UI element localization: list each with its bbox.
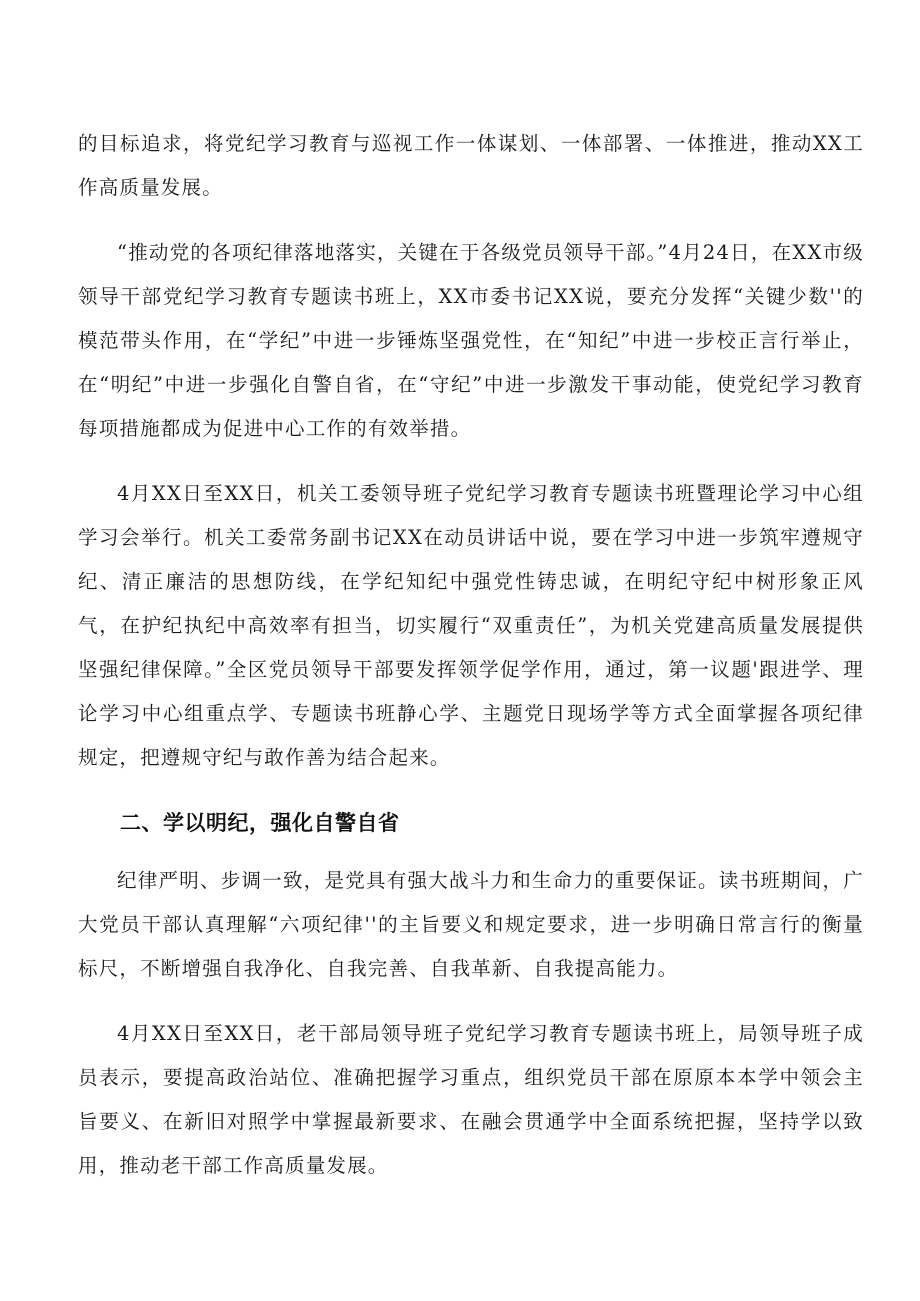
paragraph-continued: 的目标追求，将党纪学习教育与巡视工作一体谋划、一体部署、一体推进，推动XX工作高质量发展。	[78, 132, 864, 199]
paragraph-veteran-bureau: 4月XX日至XX日，老干部局领导班子党纪学习教育专题读书班上，局领导班子成员表示，要提高政治站位、准确把握学习重点，组织党员干部在原原本本学中领会主旨要义、在新旧对照学中掌握最新要求、在融会贯通学中全面系统把握，坚持学以致用，推动老干部工作高质量发展。	[78, 1022, 864, 1177]
paragraph-work-committee: 4月XX日至XX日，机关工委领导班子党纪学习教育专题读书班暨理论学习中心组学习会举行。机关工委常务副书记XX在动员讲话中说，要在学习中进一步筑牢遵规守纪、清正廉洁的思想防线，在学纪知纪中强党性铸忠诚，在明纪守纪中树形象正风气，在护纪执纪中高效率有担当，切实履行“双重责任”，为机关党建高质量发展提供坚强纪律保障。”全区党员领导干部要发挥领学促学作用，通过，第一议题'跟进学、理论学习中心组重点学、专题读书班静心学、主题党日现场学等方式全面掌握各项纪律规定，把遵规守纪与敢作善为结合起来。	[78, 482, 864, 769]
section-heading: 二、学以明纪，强化自警自省	[120, 811, 400, 835]
document-body	[78, 122, 864, 1209]
paragraph-discipline: 纪律严明、步调一致，是党具有强大战斗力和生命力的重要保证。读书班期间，广大党员干部认真理解“六项纪律''的主旨要义和规定要求，进一步明确日常言行的衡量标尺，不断增强自我净化、自我完善、自我革新、自我提高能力。	[78, 869, 864, 980]
paragraph-quote-city-secretary: “推动党的各项纪律落地落实，关键在于各级党员领导干部。”4月24日，在XX市级领导干部党纪学习教育专题读书班上，XX市委书记XX说，要充分发挥“关键少数''的模范带头作用，在“学纪”中进一步锤炼坚强党性，在“知纪”中进一步校正言行举止，在“明纪”中进一步强化自警自省，在“守纪”中进一步激发干事动能，使党纪学习教育每项措施都成为促进中心工作的有效举措。	[78, 241, 864, 440]
